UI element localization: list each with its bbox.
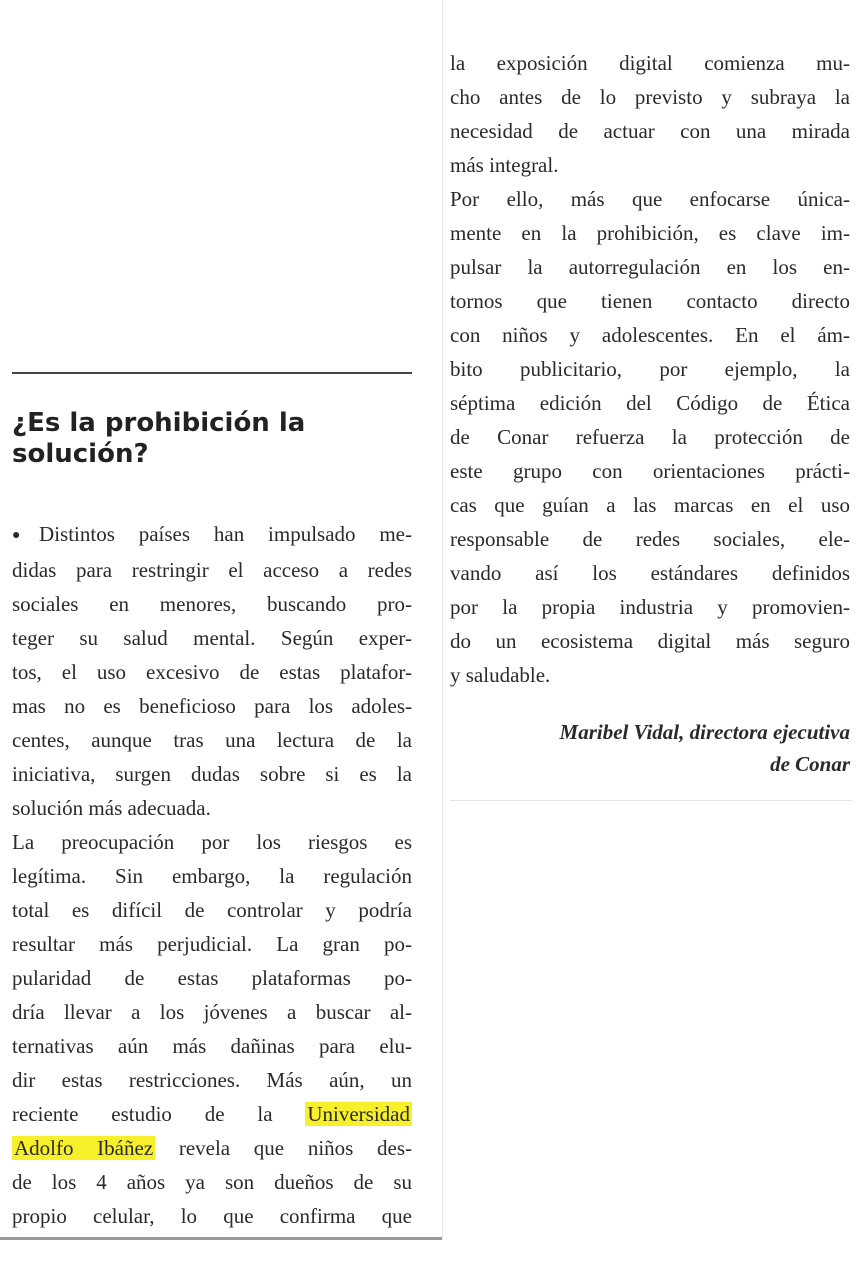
heading-line-2: solución? bbox=[12, 439, 149, 469]
right-body-text bbox=[450, 46, 850, 692]
body-line: centes, aunque tras una lectura de la bbox=[12, 728, 412, 752]
body-line: total es difícil de controlar y podría bbox=[12, 898, 412, 922]
body-line: solución más adecuada. bbox=[12, 796, 211, 820]
left-body-text bbox=[12, 517, 412, 1233]
article-heading bbox=[12, 408, 422, 470]
bottom-divider bbox=[0, 1237, 442, 1240]
body-line: dría llevar a los jóvenes a buscar al- bbox=[12, 1000, 412, 1024]
heading-line-1: ¿Es la prohibición la bbox=[12, 408, 306, 438]
body-line: cas que guían a las marcas en el uso bbox=[450, 493, 850, 517]
highlighted-university-name-2: Adolfo Ibáñez bbox=[14, 1136, 154, 1160]
body-line: ●Distintos países han impulsado me- bbox=[12, 522, 412, 546]
body-line: por la propia industria y promovien- bbox=[450, 595, 850, 619]
body-line: este grupo con orientaciones prácti- bbox=[450, 459, 850, 483]
body-line: de los 4 años ya son dueños de su bbox=[12, 1170, 412, 1194]
body-line: pulsar la autorregulación en los en- bbox=[450, 255, 850, 279]
body-line: vando así los estándares definidos bbox=[450, 561, 850, 585]
body-line: didas para restringir el acceso a redes bbox=[12, 558, 412, 582]
signature-divider bbox=[450, 800, 852, 801]
body-line: Por ello, más que enfocarse única- bbox=[450, 187, 850, 211]
body-line: do un ecosistema digital más seguro bbox=[450, 629, 850, 653]
body-line: de Conar refuerza la protección de bbox=[450, 425, 850, 449]
body-line: sociales en menores, buscando pro- bbox=[12, 592, 412, 616]
body-line: dir estas restricciones. Más aún, un bbox=[12, 1068, 412, 1092]
body-line: propio celular, lo que confirma que bbox=[12, 1204, 412, 1228]
signature-line-1: Maribel Vidal, directora ejecutiva bbox=[559, 720, 850, 744]
body-line: tos, el uso excesivo de estas platafor- bbox=[12, 660, 412, 684]
body-line: iniciativa, surgen dudas sobre si es la bbox=[12, 762, 412, 786]
highlighted-university-name: Universidad bbox=[307, 1102, 410, 1126]
signature-line-2: de Conar bbox=[770, 752, 850, 776]
body-line: reciente estudio de la Universidad bbox=[12, 1102, 410, 1126]
body-line: legítima. Sin embargo, la regulación bbox=[12, 864, 412, 888]
body-line: resultar más perjudicial. La gran po- bbox=[12, 932, 412, 956]
body-line: con niños y adolescentes. En el ám- bbox=[450, 323, 850, 347]
body-line: La preocupación por los riesgos es bbox=[12, 830, 412, 854]
body-line: pularidad de estas plataformas po- bbox=[12, 966, 412, 990]
body-line: ternativas aún más dañinas para elu- bbox=[12, 1034, 412, 1058]
body-line: Adolfo Ibáñez revela que niños des- bbox=[14, 1136, 412, 1160]
body-line: responsable de redes sociales, ele- bbox=[450, 527, 850, 551]
body-line: la exposición digital comienza mu- bbox=[450, 51, 850, 75]
body-line: mas no es beneficioso para los adoles- bbox=[12, 694, 412, 718]
bullet-icon: ● bbox=[12, 528, 40, 543]
body-line: y saludable. bbox=[450, 663, 551, 687]
body-line: bito publicitario, por ejemplo, la bbox=[450, 357, 850, 381]
body-line: tornos que tienen contacto directo bbox=[450, 289, 850, 313]
author-signature bbox=[450, 716, 850, 780]
body-line: necesidad de actuar con una mirada bbox=[450, 119, 850, 143]
body-line: más integral. bbox=[450, 153, 559, 177]
body-line: séptima edición del Código de Ética bbox=[450, 391, 850, 415]
body-line: teger su salud mental. Según exper- bbox=[12, 626, 412, 650]
body-line: cho antes de lo previsto y subraya la bbox=[450, 85, 850, 109]
section-divider bbox=[12, 372, 412, 374]
body-line: mente en la prohibición, es clave im- bbox=[450, 221, 850, 245]
